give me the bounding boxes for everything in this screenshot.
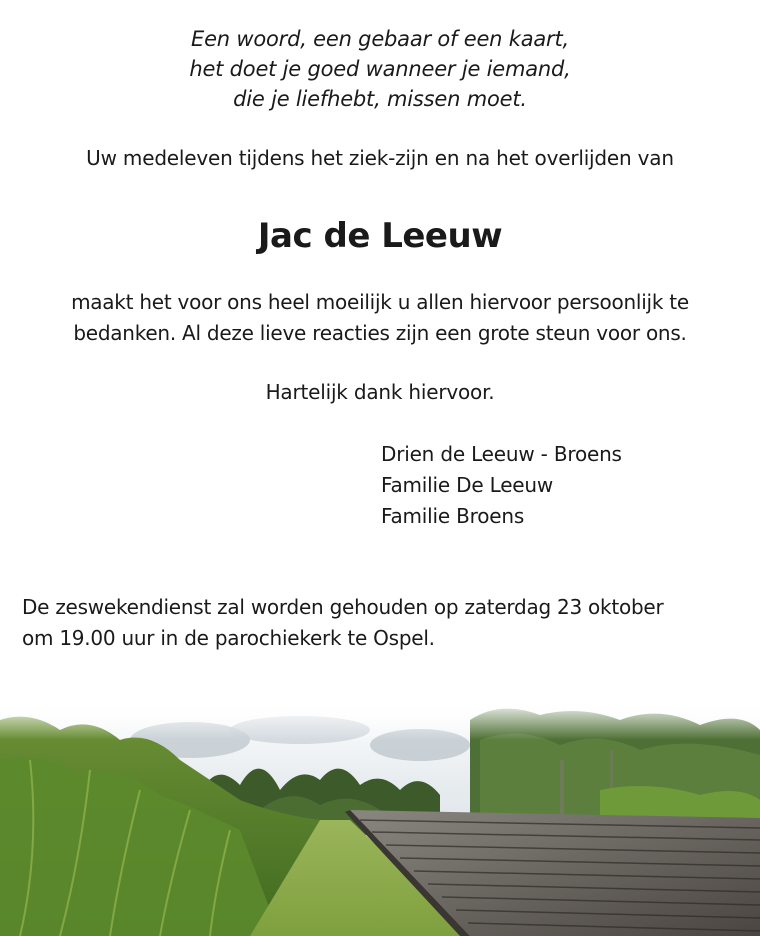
service-line: om 19.00 uur in de parochiekerk te Ospel. <box>22 626 435 650</box>
signatures <box>381 439 622 532</box>
poem <box>0 24 760 114</box>
service-announcement <box>22 592 663 654</box>
thanks-line: bedanken. Al deze lieve reacties zijn een grote steun voor ons. <box>73 321 687 345</box>
signature-line: Familie De Leeuw <box>381 473 554 497</box>
poem-line: het doet je goed wanneer je iemand, <box>189 57 571 81</box>
poem-line: Een woord, een gebaar of een kaart, <box>191 27 569 51</box>
landscape-photo <box>0 700 760 936</box>
poem-line: die je liefhebt, missen moet. <box>233 87 527 111</box>
thanks-line: maakt het voor ons heel moeilijk u allen hiervoor persoonlijk te <box>71 290 689 314</box>
service-line: De zeswekendienst zal worden gehouden op zaterdag 23 oktober <box>22 595 664 619</box>
intro-text: Uw medeleven tijdens het ziek-zijn en na het overlijden van <box>86 146 674 170</box>
signature-line: Familie Broens <box>381 504 525 528</box>
signature-line: Drien de Leeuw - Broens <box>381 442 622 466</box>
thanks-text <box>0 287 760 349</box>
deceased-name: Jac de Leeuw <box>257 216 503 256</box>
grateful-text: Hartelijk dank hiervoor. <box>265 380 495 404</box>
